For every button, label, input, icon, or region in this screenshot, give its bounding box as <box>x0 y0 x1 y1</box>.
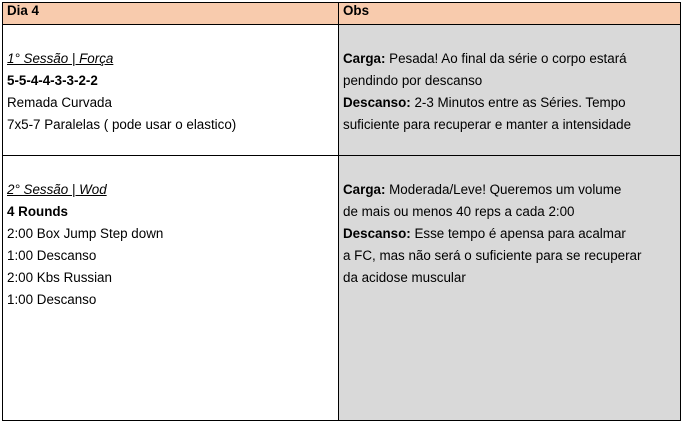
session2-item-2: 1:00 Descanso <box>7 248 97 263</box>
session2-descanso-cont: a FC, mas não será o suficiente para se recuperar <box>343 248 642 263</box>
session2-item-4: 1:00 Descanso <box>7 292 97 307</box>
session1-carga <box>343 48 676 70</box>
header-day-cell[interactable]: Dia 4 <box>3 3 339 25</box>
descanso-label: Descanso: <box>343 95 411 110</box>
header-row <box>3 3 681 25</box>
header-obs-cell[interactable]: Obs <box>339 3 681 25</box>
descanso-text: 2-3 Minutos entre as Séries. Tempo <box>410 95 626 110</box>
session1-scheme: 5-5-4-4-3-3-2-2 <box>7 73 98 88</box>
carga-text: Moderada/Leve! Queremos um volume <box>385 182 622 197</box>
session2-cell[interactable] <box>3 156 339 421</box>
session1-carga-cont: pendindo por descanso <box>343 73 483 88</box>
session1-title: 1° Sessão | Força <box>7 51 114 66</box>
session2-rounds: 4 Rounds <box>7 204 69 219</box>
descanso-text: Esse tempo é apensa para acalmar <box>410 226 626 241</box>
session2-item-1: 2:00 Box Jump Step down <box>7 226 164 241</box>
session2-carga <box>343 179 676 201</box>
session2-descanso <box>343 223 676 245</box>
carga-label: Carga: <box>343 182 386 197</box>
descanso-label: Descanso: <box>343 226 411 241</box>
session2-carga-cont: de mais ou menos 40 reps a cada 2:00 <box>343 204 575 219</box>
session1-exercise-2: 7x5-7 Paralelas ( pode usar o elastico) <box>7 117 237 132</box>
session1-exercise-1: Remada Curvada <box>7 95 112 110</box>
session2-descanso-cont-2: da acidose muscular <box>343 270 466 285</box>
carga-text: Pesada! Ao final da série o corpo estará <box>385 51 627 66</box>
session1-obs-cell[interactable] <box>339 25 681 156</box>
workout-table <box>2 2 681 421</box>
session1-cell[interactable] <box>3 25 339 156</box>
session1-row <box>3 25 681 156</box>
session2-title: 2° Sessão | Wod <box>7 182 107 197</box>
session1-descanso <box>343 92 676 114</box>
session1-descanso-cont: suficiente para recuperar e manter a intensidade <box>343 117 632 132</box>
session2-item-3: 2:00 Kbs Russian <box>7 270 112 285</box>
session2-row <box>3 156 681 421</box>
session2-obs-cell[interactable] <box>339 156 681 421</box>
carga-label: Carga: <box>343 51 386 66</box>
